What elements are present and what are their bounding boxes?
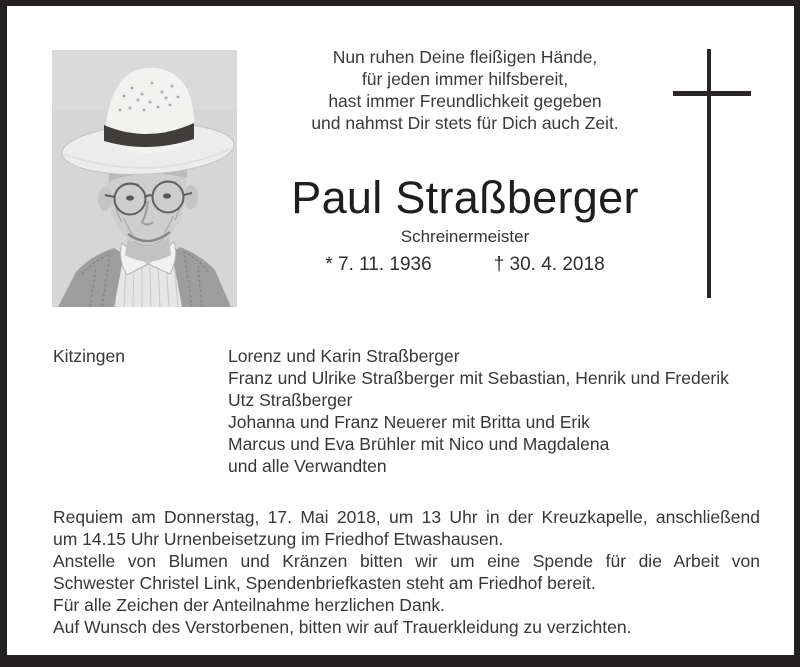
funeral-notice — [53, 506, 760, 638]
mourner-line: Marcus und Eva Brühler mit Nico und Magdalena — [228, 434, 610, 454]
notice-line: Requiem am Donnerstag, 17. Mai 2018, um 13 Uhr in der Kreuzkapelle, anschließend — [53, 507, 760, 527]
verse-line: hast immer Freundlichkeit gegeben — [328, 91, 602, 111]
cross-horizontal-bar — [673, 91, 751, 96]
mourner-line: und alle Verwandten — [228, 456, 387, 476]
verse-line: für jeden immer hilfsbereit, — [361, 69, 569, 89]
death-date: † 30. 4. 2018 — [493, 254, 605, 275]
deceased-name: Paul Straßberger — [291, 172, 639, 223]
life-dates — [280, 253, 650, 277]
notice-line: Für alle Zeichen der Anteilnahme herzlichen Dank. — [53, 595, 446, 615]
notice-line: Anstelle von Blumen und Kränzen bitten wir um eine Spende für die Arbeit von — [53, 551, 760, 571]
birth-date: * 7. 11. 1936 — [325, 254, 432, 275]
mourner-line: Lorenz und Karin Straßberger — [228, 346, 460, 366]
mourner-line: Franz und Ulrike Straßberger mit Sebastian, Henrik und Frederik — [228, 368, 729, 388]
deceased-profession: Schreinermeister — [400, 227, 530, 246]
mourners-list — [228, 345, 763, 477]
deceased-block — [280, 174, 650, 277]
verse-line: Nun ruhen Deine fleißigen Hände, — [332, 47, 598, 67]
verse-line: und nahmst Dir stets für Dich auch Zeit. — [311, 113, 619, 133]
cross-vertical-bar — [707, 49, 711, 298]
portrait-photo-image — [52, 50, 237, 307]
mourner-line: Johanna und Franz Neuerer mit Britta und Erik — [228, 412, 590, 432]
mourner-line: Utz Straßberger — [228, 390, 353, 410]
location-label: Kitzingen — [53, 346, 125, 366]
notice-line: Schwester Christel Link, Spendenbriefkasten steht am Friedhof bereit. — [53, 573, 596, 593]
portrait-photo — [52, 50, 237, 307]
notice-line: Auf Wunsch des Verstorbenen, bitten wir auf Trauerkleidung zu verzichten. — [53, 617, 632, 637]
notice-line: um 14.15 Uhr Urnenbeisetzung im Friedhof Etwashausen. — [53, 529, 504, 549]
memorial-verse — [280, 46, 650, 134]
